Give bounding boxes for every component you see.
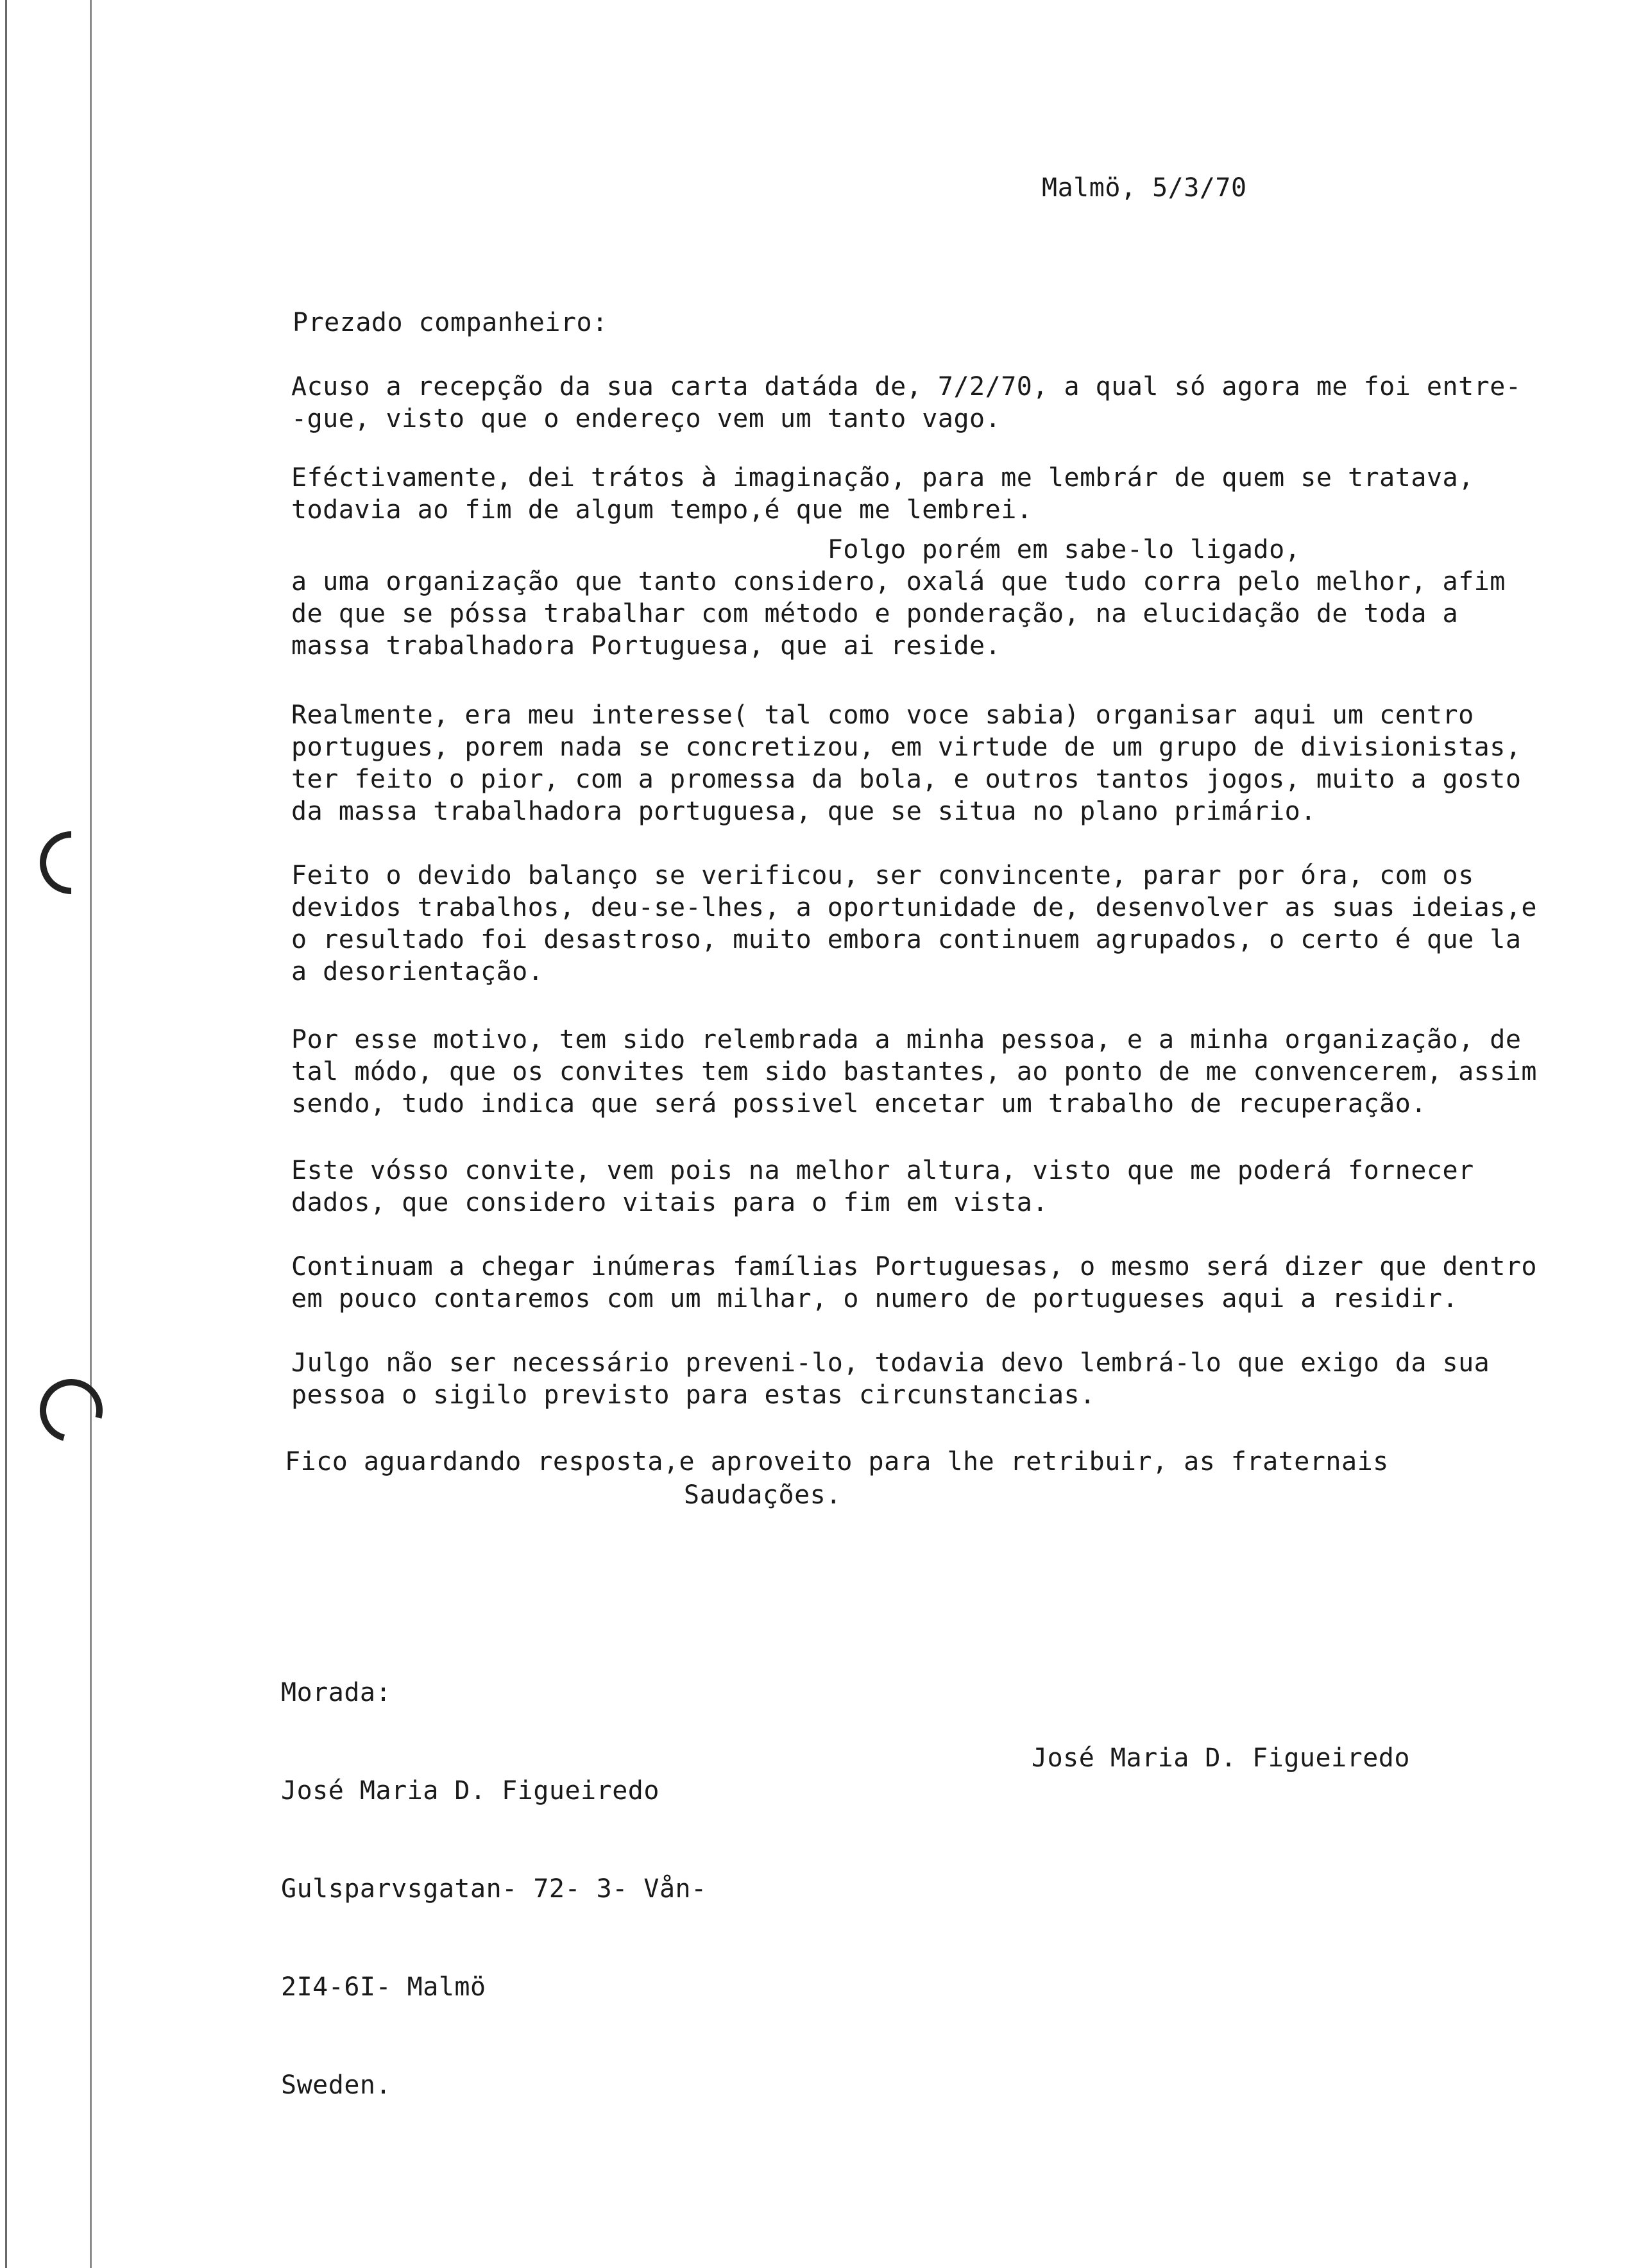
address-line: Gulsparvsgatan- 72- 3- Vån-: [281, 1874, 707, 1904]
margin-line: [90, 0, 92, 2268]
paragraph: Feito o devido balanço se verificou, ser convincente, parar por óra, com os devidos trabalhos, deu-se-lhes, a oportunidade de, desenvolver as suas ideias,e o resultado foi desastroso, muito embora continuem agrupados, o certo é que la a desorientação.: [291, 861, 1537, 986]
paragraph: Fico aguardando resposta,e aproveito para lhe retribuir, as fraternais: [285, 1447, 1389, 1477]
address-label: Morada:: [281, 1678, 392, 1707]
address-line: José Maria D. Figueiredo: [281, 1776, 659, 1806]
paragraph: Eféctivamente, dei trátos à imaginação, para me lembrár de quem se tratava, todavia ao fim de algum tempo,é que me lembrei.: [291, 463, 1474, 525]
paper-edge: [5, 0, 7, 2268]
paragraph: Este vósso convite, vem pois na melhor altura, visto que me poderá fornecer dados, que considero vitais para o fim em vista.: [291, 1156, 1474, 1217]
paragraph: Folgo porém em sabe-lo ligado, a uma organização que tanto considero, oxalá que tudo corra pelo melhor, afim de que se póssa trabalhar com método e ponderação, na elucidação de toda a massa trabalhadora Portuguesa, que ai reside.: [291, 535, 1506, 661]
paragraph: Realmente, era meu interesse( tal como voce sabia) organisar aqui um centro portugues, porem nada se concretizou, em virtude de um grupo de divisionistas, ter feito o pior, com a promessa da bola, e outros tantos jogos, muito a gosto da massa trabalhadora portuguesa, que se situa no plano primário.: [291, 700, 1522, 826]
binder-hole-mark: [27, 818, 116, 908]
paragraph: Por esse motivo, tem sido relembrada a minha pessoa, e a minha organização, de tal módo, que os convites tem sido bastantes, ao ponto de me convencerem, assim sendo, tudo indica que será possivel encetar um trabalho de recuperação.: [291, 1025, 1537, 1119]
address-line: 2I4-6I- Malmö: [281, 1972, 486, 2002]
binder-hole-mark: [28, 1367, 114, 1453]
paragraph: Acuso a recepção da sua carta datáda de, 7/2/70, a qual só agora me foi entre- -gue, visto que o endereço vem um tanto vago.: [291, 372, 1522, 434]
paragraph: Julgo não ser necessário preveni-lo, todavia devo lembrá-lo que exigo da sua pessoa o sigilo previsto para estas circunstancias.: [291, 1348, 1490, 1410]
signature: José Maria D. Figueiredo: [1032, 1743, 1410, 1773]
address-line: Sweden.: [281, 2070, 392, 2100]
closing: Saudações.: [684, 1480, 842, 1510]
place-date: Malmö, 5/3/70: [1042, 173, 1247, 203]
greeting: Prezado companheiro:: [293, 308, 608, 337]
paragraph: Continuam a chegar inúmeras famílias Portuguesas, o mesmo será dizer que dentro em pouco contaremos com um milhar, o numero de portugueses aqui a residir.: [291, 1252, 1537, 1314]
sender-address: [281, 1611, 707, 2167]
